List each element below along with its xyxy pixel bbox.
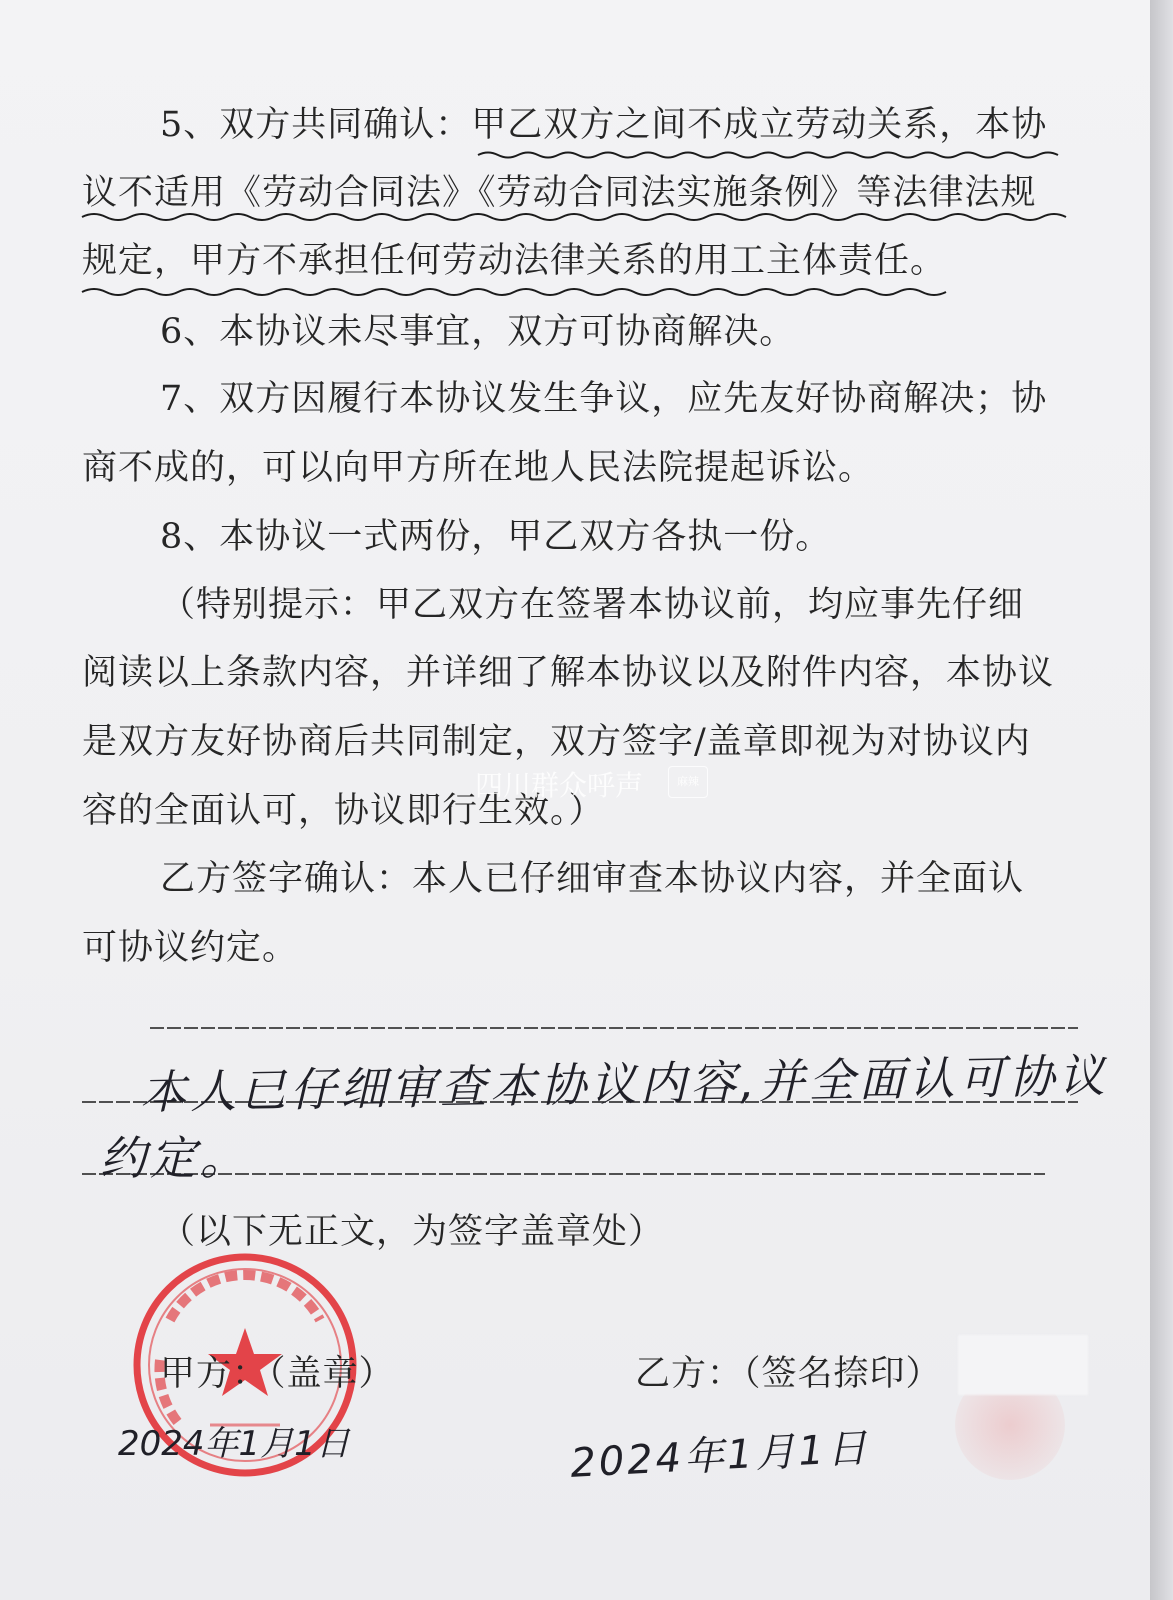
page-edge: [1150, 0, 1173, 1600]
clause-8: 8、本协议一式两份，甲乙双方各执一份。: [160, 517, 832, 557]
watermark-text: 四川群众呼声: [475, 769, 644, 802]
handwritten-confirmation-line-1: 本人已仔细审查本协议内容,并全面认可协议: [139, 1048, 1110, 1120]
party-b-signature-label: 乙方：（签名捺印）: [635, 1354, 942, 1394]
special-note-line-1: （特别提示：甲乙双方在签署本协议前，均应事先仔细: [160, 585, 1025, 625]
no-text-note: （以下无正文，为签字盖章处）: [160, 1212, 665, 1252]
clause-5-line-2: 议不适用《劳动合同法》《劳动合同法实施条例》等法律法规: [82, 173, 1037, 213]
party-b-confirmation-line-1: 乙方签字确认：本人已仔细审查本协议内容，并全面认: [160, 859, 1025, 899]
clause-5-line-1: 5、双方共同确认：甲乙双方之间不成立劳动关系，本协: [160, 105, 1048, 145]
special-note-line-2: 阅读以上条款内容，并详细了解本协议以及附件内容，本协议: [82, 653, 1055, 693]
clause-7-line-1: 7、双方因履行本协议发生争议，应先友好协商解决；协: [160, 379, 1048, 419]
handwritten-date-party-a: 2024年1月1日: [118, 1424, 350, 1464]
handwritten-date-party-b: 2024年1月1日: [569, 1425, 871, 1487]
clause-6: 6、本协议未尽事宜，双方可协商解决。: [160, 312, 796, 352]
party-b-confirmation-line-2: 可协议约定。: [82, 928, 299, 968]
clause-5-line-3: 规定，甲方不承担任何劳动法律关系的用工主体责任。: [82, 241, 947, 281]
clause-7-line-2: 商不成的，可以向甲方所在地人民法院提起诉讼。: [82, 448, 875, 488]
special-note-line-4: 容的全面认可，协议即行生效。）: [82, 791, 605, 831]
watermark-badge: 麻辣: [668, 766, 708, 798]
special-note-line-3: 是双方友好协商后共同制定，双方签字/盖章即视为对协议内: [82, 722, 1031, 762]
redacted-signature: [958, 1335, 1088, 1395]
hand-drawn-underline: [0, 0, 1150, 320]
handwritten-confirmation-line-2: 约定。: [100, 1131, 250, 1185]
party-a-seal-label: 甲方：（盖章）: [160, 1354, 395, 1394]
